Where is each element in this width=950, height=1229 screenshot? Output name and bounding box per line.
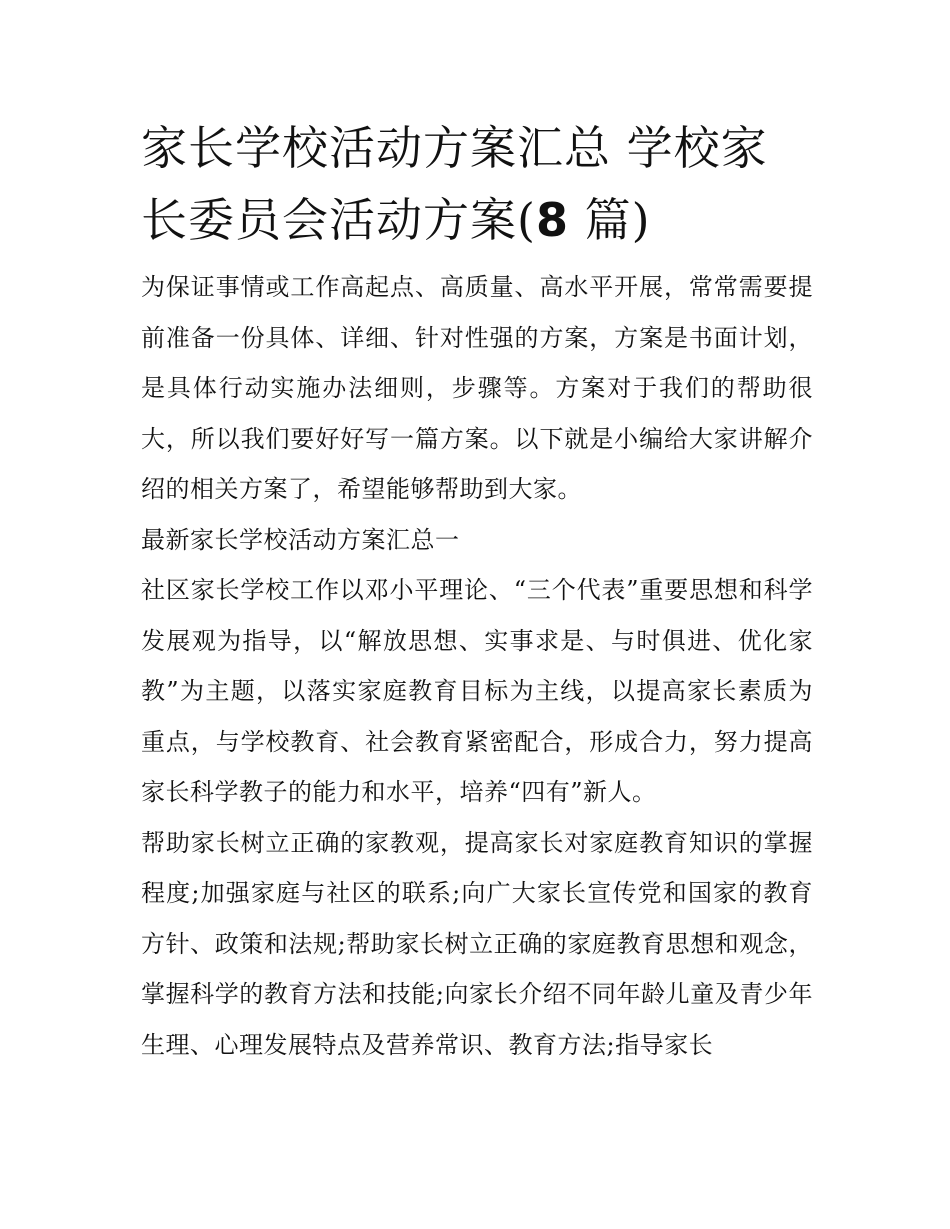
document-page — [141, 112, 813, 1070]
title-line-2-suffix: 篇) — [568, 193, 651, 247]
guiding-principle-paragraph: 社区家长学校工作以邓小平理论、“三个代表”重要思想和科学发展观为指导，以“解放思想、实事求是、与时俱进、优化家教”为主题，以落实家庭教育目标为主线，以提高家长素质为重点，与学校教育、社会教育紧密配合，形成合力，努力提高家长科学教子的能力和水平，培养“四有”新人。 — [141, 576, 813, 806]
title-line-2-prefix: 长委员会活动方案( — [141, 193, 536, 247]
document-title — [141, 112, 813, 256]
intro-paragraph: 为保证事情或工作高起点、高质量、高水平开展，常常需要提前准备一份具体、详细、针对性强的方案，方案是书面计划，是具体行动实施办法细则，步骤等。方案对于我们的帮助很大，所以我们要好好写一篇方案。以下就是小编给大家讲解介绍的相关方案了，希望能够帮助到大家。 — [141, 273, 813, 503]
section-heading: 最新家长学校活动方案汇总一 — [141, 525, 460, 554]
objectives-paragraph: 帮助家长树立正确的家教观，提高家长对家庭教育知识的掌握程度;加强家庭与社区的联系;向广大家长宣传党和国家的教育方针、政策和法规;帮助家长树立正确的家庭教育思想和观念，掌握科学的教育方法和技能;向家长介绍不同年龄儿童及青少年生理、心理发展特点及营养常识、教育方法;指导家长 — [141, 828, 813, 1059]
title-line-2-number: 8 — [535, 193, 569, 247]
title-line-1: 家长学校活动方案汇总 学校家 — [141, 121, 768, 175]
